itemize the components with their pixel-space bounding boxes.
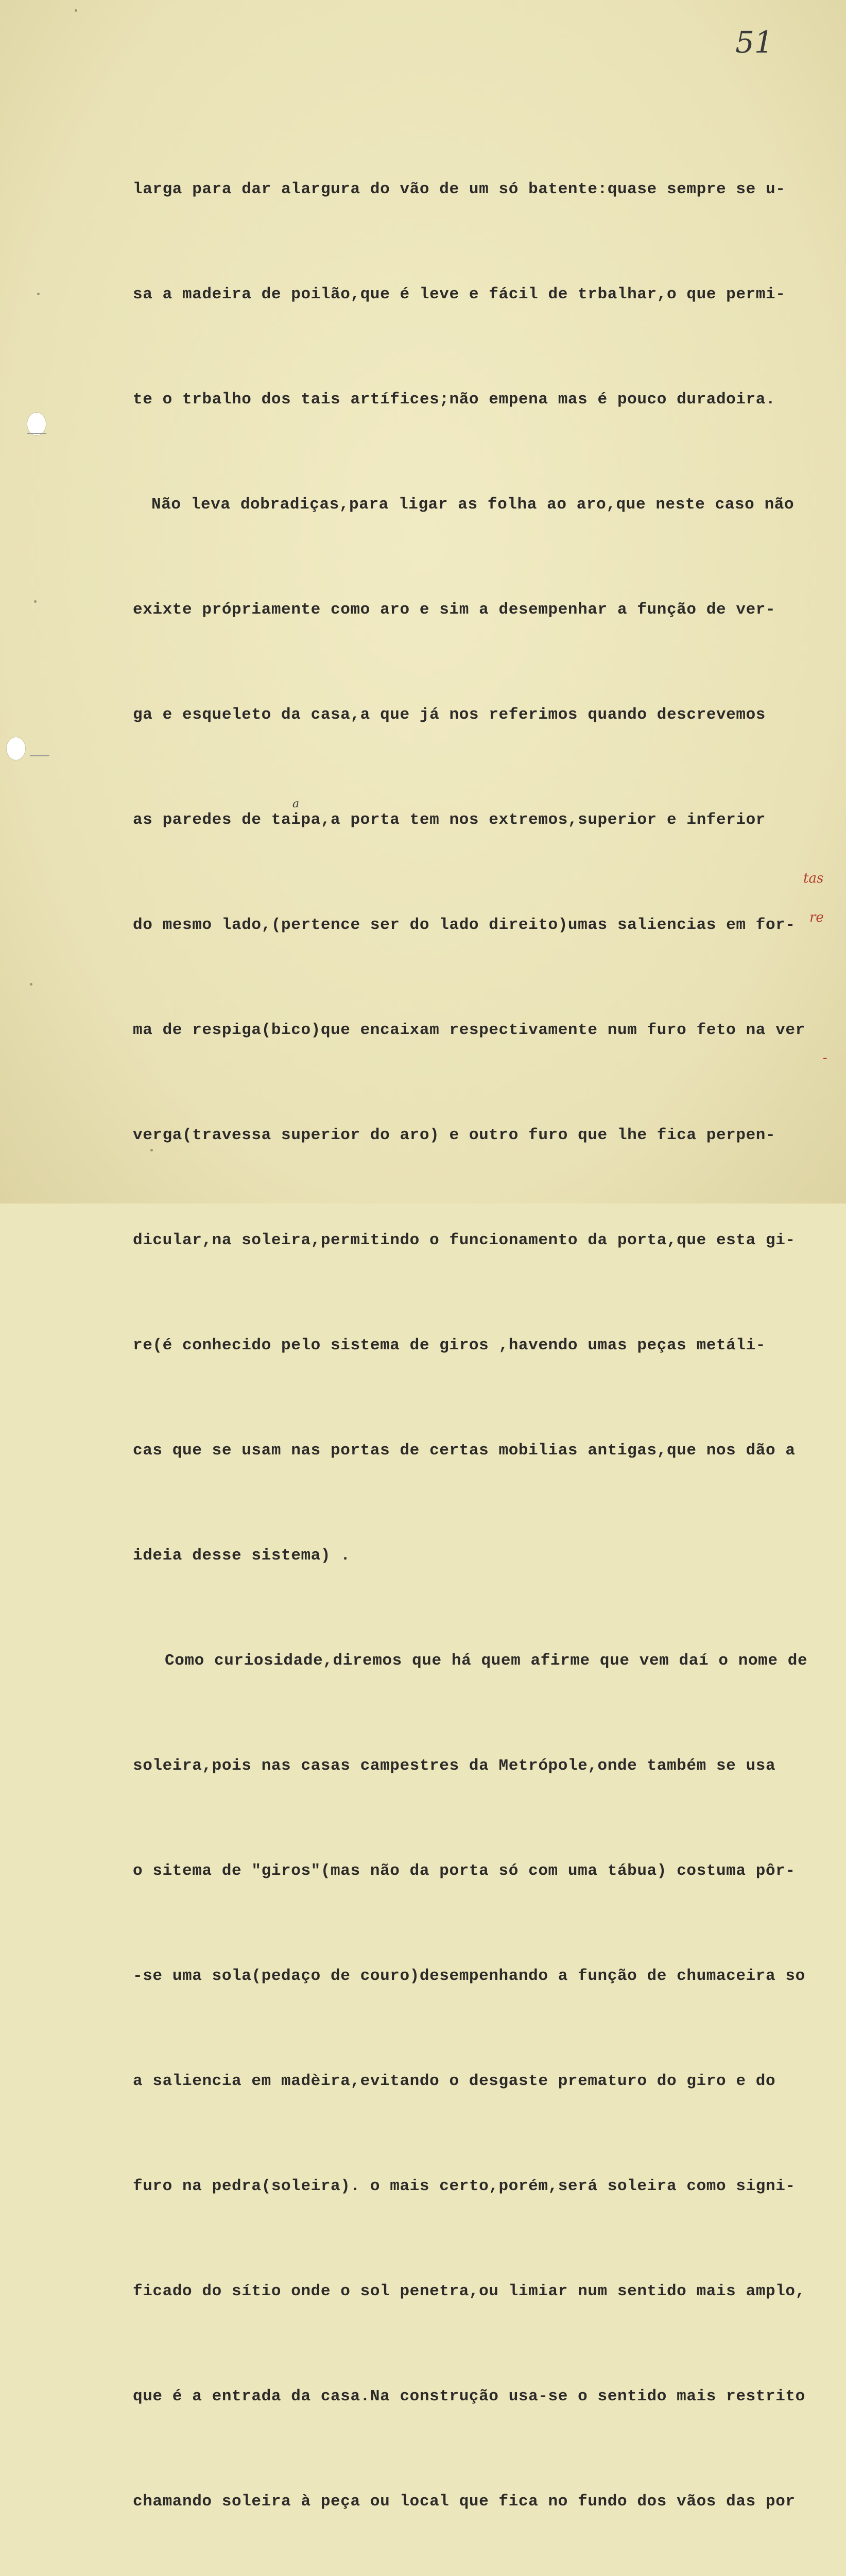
paper-speck: [75, 9, 77, 12]
text-line: exixte própriamente como aro e sim a desempenhar a função de ver-: [133, 601, 776, 619]
text-line: as paredes de taipa,a porta tem nos extremos,superior e inferior: [133, 811, 766, 829]
paper-speck: [37, 293, 40, 295]
punch-mark-top: [27, 433, 46, 434]
text-line: ga e esqueleto da casa,a que já nos referimos quando descrevemos: [133, 706, 766, 724]
text-line: do mesmo lado,(pertence ser do lado direito)umas saliencias em for-: [133, 916, 796, 934]
punch-mark-bottom: [30, 755, 49, 756]
paragraph-start-line: Não leva dobradiças,para ligar as folha ao aro,que neste caso não: [151, 496, 795, 514]
typewritten-body: [133, 102, 833, 2576]
text-line: sa a madeira de poilão,que é leve e fácil de trbalhar,o que permi-: [133, 285, 786, 303]
handwritten-correction: -: [823, 1050, 827, 1065]
text-line: dicular,na soleira,permitindo o funcionamento da porta,que esta gi-: [133, 1231, 796, 1249]
paper-speck: [34, 600, 37, 603]
text-line: cas que se usam nas portas de certas mobilias antigas,que nos dão a: [133, 1442, 796, 1460]
text-line: chamando soleira à peça ou local que fica no fundo dos vãos das por: [133, 2493, 796, 2511]
punch-hole-bottom: [6, 737, 26, 760]
text-line: soleira,pois nas casas campestres da Metrópole,onde também se usa: [133, 1757, 776, 1775]
text-line: ficado do sítio onde o sol penetra,ou limiar num sentido mais amplo,: [133, 2282, 805, 2300]
text-line: que é a entrada da casa.Na construção usa-se o sentido mais restrito: [133, 2387, 805, 2405]
text-line: ideia desse sistema) .: [133, 1547, 351, 1565]
paragraph-start-line: Como curiosidade,diremos que há quem afirme que vem daí o nome de: [165, 1652, 808, 1670]
text-line: a saliencia em madèira,evitando o desgaste prematuro do giro e do: [133, 2072, 776, 2090]
text-line: -se uma sola(pedaço de couro)desempenhando a função de chumaceira so: [133, 1967, 805, 1985]
handwritten-correction: tas: [803, 871, 824, 886]
handwritten-correction: re: [809, 910, 824, 925]
text-line: ma de respiga(bico)que encaixam respectivamente num furo feto na ver: [133, 1021, 805, 1039]
handwritten-insertion: a: [292, 798, 300, 810]
page-number: 51: [735, 25, 773, 60]
text-line: furo na pedra(soleira). o mais certo,porém,será soleira como signi-: [133, 2177, 796, 2195]
text-line: larga para dar alargura do vão de um só batente:quase sempre se u-: [133, 180, 786, 198]
text-line: te o trbalho dos tais artífices;não empena mas é pouco duradoira.: [133, 391, 776, 409]
paper-speck: [30, 983, 32, 986]
text-line: verga(travessa superior do aro) e outro furo que lhe fica perpen-: [133, 1126, 776, 1144]
text-line: o sitema de "giros"(mas não da porta só com uma tábua) costuma pôr-: [133, 1862, 796, 1880]
text-line: re(é conhecido pelo sistema de giros ,havendo umas peças metáli-: [133, 1336, 766, 1354]
